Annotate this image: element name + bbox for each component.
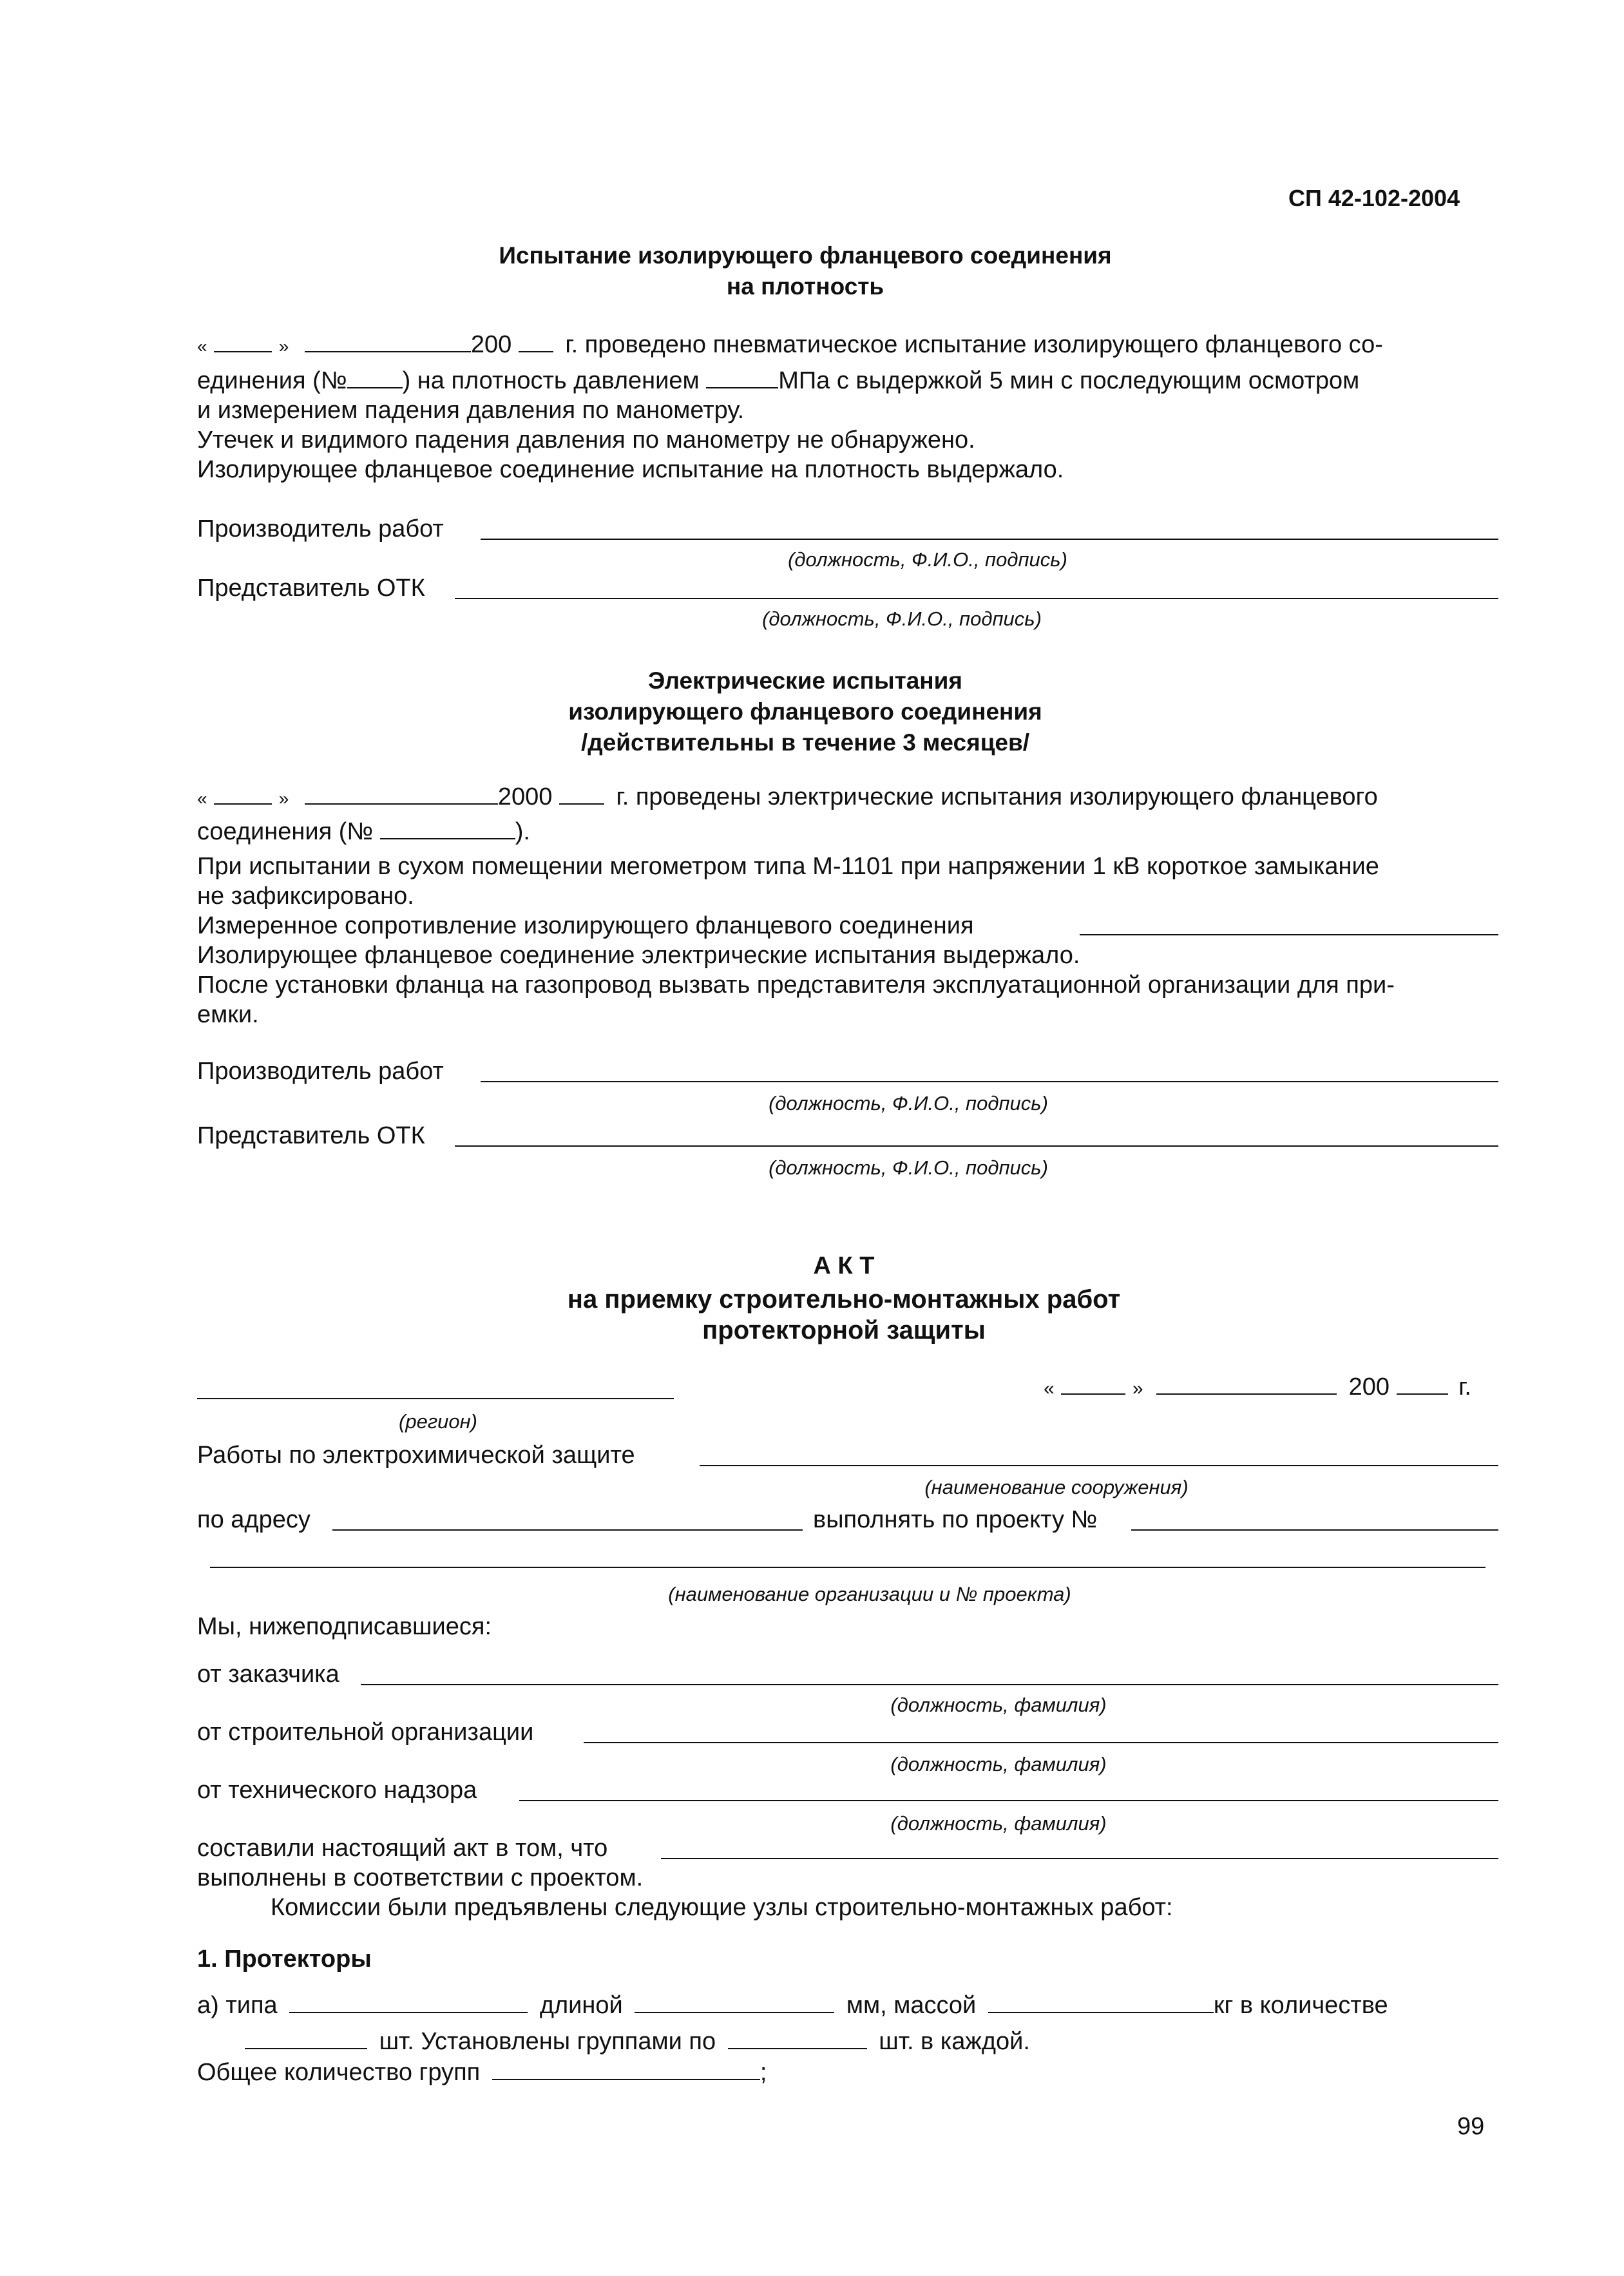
- section2-line2: [197, 817, 530, 846]
- day-blank: [214, 783, 272, 805]
- groups-label: шт. Установлены группами по: [379, 2028, 716, 2055]
- year-prefix: 2000: [497, 783, 553, 810]
- section2-line7: После установки фланца на газопровод вызвать представителя эксплуатационной организации для при-: [197, 971, 1395, 999]
- section2-line2-a: соединения (№: [197, 818, 374, 845]
- open-quote: «: [197, 336, 207, 356]
- section1-date-line: [197, 330, 1383, 361]
- open-quote: «: [197, 789, 207, 808]
- group-size-blank: [728, 2027, 867, 2049]
- commission-line: Комиссии были предъявлены следующие узлы строительно-монтажных работ:: [271, 1894, 1173, 1921]
- mass-blank: [988, 1991, 1214, 2013]
- section1-sign2-caption: (должность, Ф.И.О., подпись): [762, 607, 1042, 630]
- section1-sign2-line: [455, 598, 1498, 599]
- works-line: [700, 1465, 1498, 1466]
- organization-caption: (наименование организации и № проекта): [668, 1583, 1071, 1605]
- close-quote: »: [1132, 1378, 1143, 1399]
- section2-sign1-caption: (должность, Ф.И.О., подпись): [769, 1092, 1048, 1114]
- supervision-line: [519, 1800, 1498, 1801]
- project-label: выполнять по проекту №: [813, 1506, 1098, 1533]
- mass-label: мм, массой: [846, 1992, 977, 2019]
- section2-title-line3: /действительны в течение 3 месяцев/: [580, 729, 1030, 756]
- section2-sign2-line: [455, 1145, 1498, 1147]
- customer-line: [361, 1684, 1498, 1685]
- address-label: по адресу: [197, 1506, 310, 1533]
- page-number: 99: [1457, 2113, 1485, 2140]
- year-blank: [559, 783, 604, 805]
- section1-sign1-label: Производитель работ: [197, 515, 444, 542]
- section2-sign2-label: Представитель ОТК: [197, 1122, 425, 1149]
- subsection-title: 1. Протекторы: [197, 1946, 372, 1973]
- section2-line3: При испытании в сухом помещении мегометром типа М-1101 при напряжении 1 кВ короткое замыкание: [197, 853, 1379, 880]
- section2-sign1-line: [481, 1081, 1498, 1082]
- act-line2: выполнены в соответствии с проектом.: [197, 1864, 644, 1891]
- organization-line: [210, 1567, 1485, 1568]
- quantity-label: кг в количестве: [1213, 1992, 1388, 2019]
- type-label: а) типа: [197, 1992, 278, 2019]
- day-blank: [214, 330, 272, 352]
- supervision-label: от технического надзора: [197, 1777, 477, 1804]
- builder-line: [584, 1742, 1498, 1743]
- act-title-line1: на приемку строительно-монтажных работ: [567, 1285, 1121, 1314]
- number-blank: [347, 367, 403, 388]
- section2-sign1-label: Производитель работ: [197, 1058, 444, 1085]
- project-line: [1131, 1529, 1498, 1531]
- customer-caption: (должность, фамилия): [890, 1694, 1107, 1716]
- close-quote: »: [278, 789, 289, 808]
- section1-line5: Изолирующее фланцевое соединение испытание на плотность выдержало.: [197, 456, 1064, 483]
- section1-line1-text: г. проведено пневматическое испытание изолирующего фланцевого со-: [565, 331, 1383, 358]
- pressure-blank: [706, 367, 778, 388]
- total-groups-blank: [492, 2058, 760, 2080]
- section2-title-line2: изолирующего фланцевого соединения: [568, 698, 1042, 725]
- address-line: [332, 1529, 803, 1531]
- year-prefix: 200: [470, 331, 512, 358]
- date-suffix: г.: [1458, 1373, 1471, 1401]
- act-title-line2: протекторной защиты: [702, 1316, 986, 1344]
- section2-line8: емки.: [197, 1001, 259, 1028]
- month-blank: [1156, 1373, 1337, 1395]
- each-label: шт. в каждой.: [879, 2028, 1030, 2055]
- region-line: [197, 1398, 674, 1399]
- section2-line4: не зафиксировано.: [197, 883, 414, 910]
- total-groups-label: Общее количество групп: [197, 2059, 481, 2086]
- section1-sign2-label: Представитель ОТК: [197, 575, 425, 602]
- semicolon: ;: [759, 2059, 767, 2086]
- section1-title-line2: на плотность: [726, 273, 884, 300]
- pieces-blank: [245, 2027, 367, 2049]
- number-blank: [380, 818, 515, 839]
- builder-label: от строительной организации: [197, 1719, 534, 1746]
- supervision-caption: (должность, фамилия): [890, 1812, 1107, 1835]
- protectors-line-a: [197, 1991, 1388, 2020]
- section2-line5: Измеренное сопротивление изолирующего фланцевого соединения: [197, 912, 974, 939]
- section2-line1-text: г. проведены электрические испытания изолирующего фланцевого: [616, 783, 1378, 810]
- section2-title-line1: Электрические испытания: [648, 667, 962, 694]
- works-label: Работы по электрохимической защите: [197, 1442, 635, 1469]
- act-date: [1044, 1372, 1471, 1404]
- year-blank: [1397, 1373, 1448, 1395]
- section1-line3: и измерением падения давления по манометру.: [197, 397, 745, 424]
- builder-caption: (должность, фамилия): [890, 1753, 1107, 1775]
- protectors-line-b: [245, 2027, 1030, 2056]
- section1-line2: [197, 366, 1359, 396]
- undersigned-label: Мы, нижеподписавшиеся:: [197, 1613, 492, 1640]
- act-line1: составили настоящий акт в том, что: [197, 1835, 608, 1862]
- section1-sign1-caption: (должность, Ф.И.О., подпись): [788, 548, 1067, 571]
- section2-sign2-caption: (должность, Ф.И.О., подпись): [769, 1156, 1048, 1179]
- section2-line6: Изолирующее фланцевое соединение электрические испытания выдержало.: [197, 942, 1080, 969]
- length-label: длиной: [539, 1992, 623, 2019]
- close-quote: »: [278, 336, 289, 356]
- protectors-line-c: [197, 2058, 767, 2087]
- section1-line2-b: ) на плотность давлением: [402, 367, 700, 394]
- act-line1-blank: [661, 1858, 1498, 1859]
- works-caption: (наименование сооружения): [924, 1476, 1189, 1498]
- month-blank: [305, 330, 471, 352]
- section2-line2-b: ).: [515, 818, 530, 845]
- section1-line4: Утечек и видимого падения давления по манометру не обнаружено.: [197, 426, 975, 454]
- length-blank: [635, 1991, 834, 2013]
- section2-date-line: [197, 782, 1378, 814]
- year-blank: [519, 330, 553, 352]
- open-quote: «: [1044, 1378, 1055, 1399]
- resistance-line: [1080, 934, 1498, 935]
- month-blank: [305, 783, 498, 805]
- section1-line2-c: МПа с выдержкой 5 мин с последующим осмотром: [778, 367, 1360, 394]
- act-title: А К Т: [813, 1252, 875, 1279]
- document-code: СП 42-102-2004: [1288, 185, 1460, 211]
- customer-label: от заказчика: [197, 1661, 339, 1688]
- region-caption: (регион): [399, 1410, 477, 1433]
- section1-title-line1: Испытание изолирующего фланцевого соединения: [499, 242, 1112, 269]
- year-prefix: 200: [1348, 1373, 1390, 1401]
- section1-line2-a: единения (№: [197, 367, 347, 394]
- type-blank: [289, 1991, 528, 2013]
- day-blank: [1061, 1373, 1125, 1395]
- section1-sign1-line: [481, 539, 1498, 540]
